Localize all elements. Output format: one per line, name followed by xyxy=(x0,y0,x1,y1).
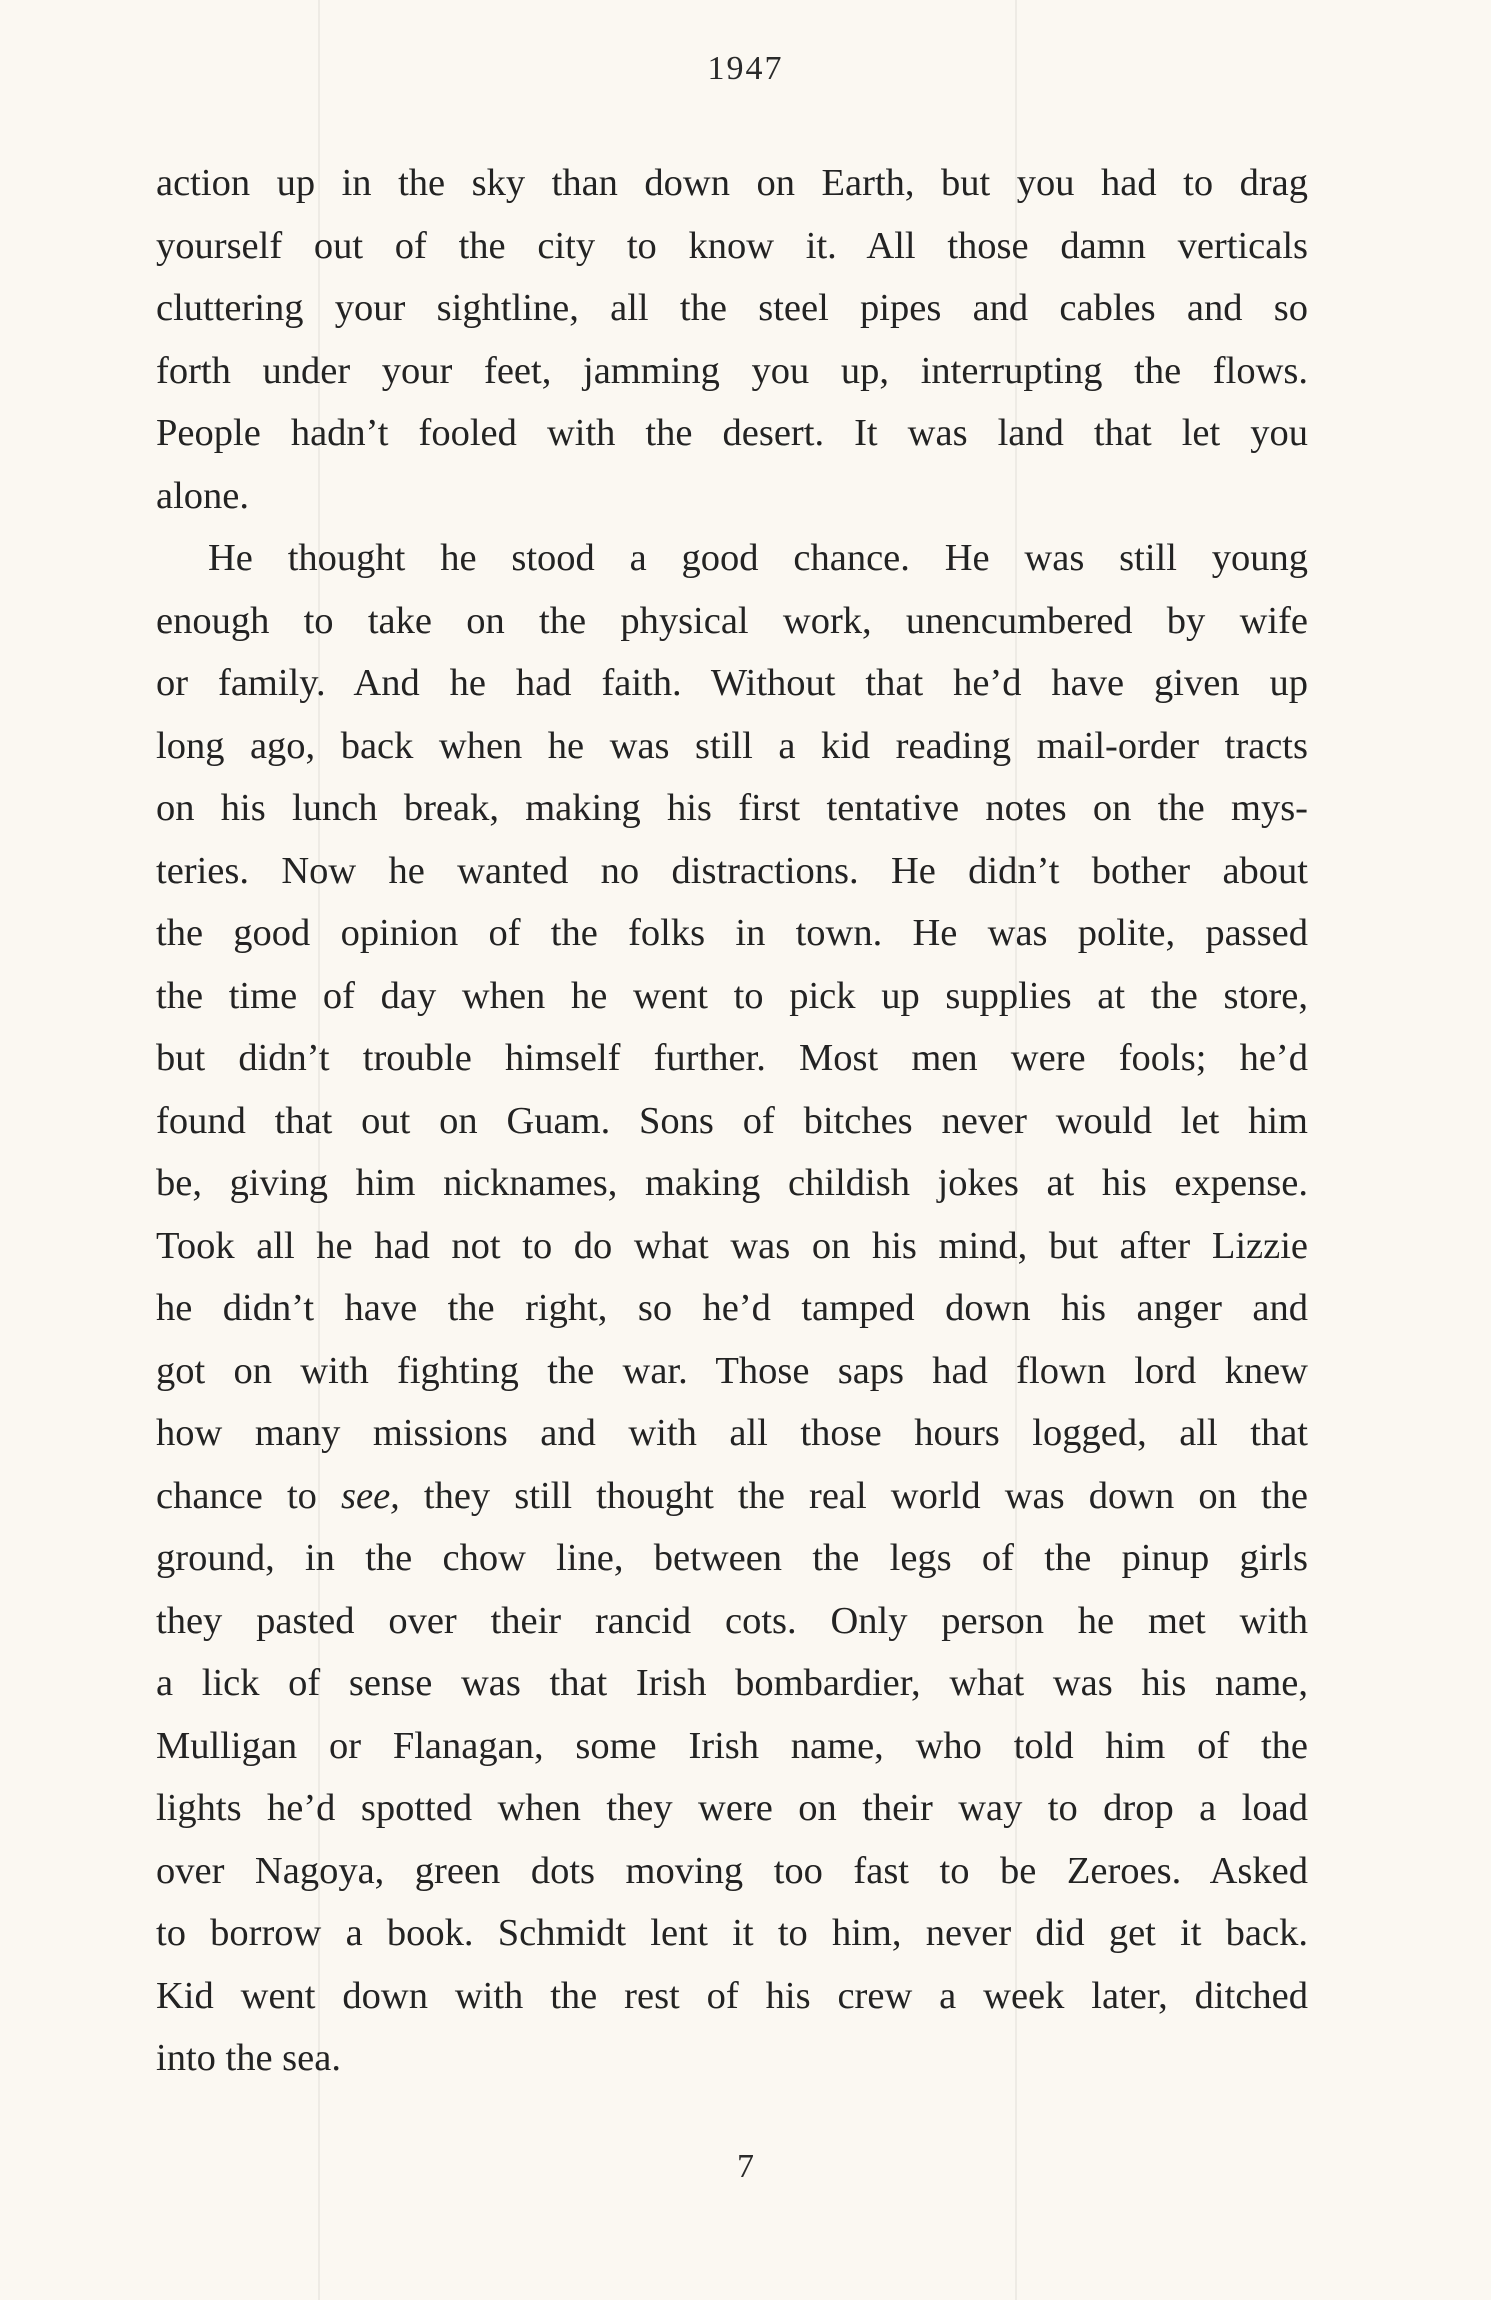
text-line: be, giving him nicknames, making childish jokes at his expense. xyxy=(156,1162,1308,1204)
text-line: to borrow a book. Schmidt lent it to him, never did get it back. xyxy=(156,1912,1308,1954)
text-line: on his lunch break, making his first tentative notes on the mys- xyxy=(156,787,1308,829)
text-line: Took all he had not to do what was on his mind, but after Lizzie xyxy=(156,1224,1308,1267)
page-number: 7 xyxy=(737,2148,754,2185)
text-line: enough to take on the physical work, unencumbered by wife xyxy=(156,599,1308,642)
text-line: action up in the sky than down on Earth, but you had to drag xyxy=(156,162,1308,204)
text-line: ground, in the chow line, between the legs of the pinup girls xyxy=(156,1537,1308,1579)
text-line: long ago, back when he was still a kid reading mail-order tracts xyxy=(156,724,1308,767)
emphasis: see, xyxy=(341,1474,400,1517)
text-line: People hadn’t fooled with the desert. It was land that let you xyxy=(156,412,1308,454)
body-text xyxy=(156,152,1308,2090)
text-line: they pasted over their rancid cots. Only person he met with xyxy=(156,1599,1308,1642)
text-line: yourself out of the city to know it. All those damn verticals xyxy=(156,224,1308,267)
paragraph xyxy=(156,527,1308,2090)
text-line: but didn’t trouble himself further. Most men were fools; he’d xyxy=(156,1037,1308,1079)
text-line: chance to see, they still thought the real world was down on the xyxy=(156,1474,1308,1517)
text-line: alone. xyxy=(156,474,249,517)
text-line: cluttering your sightline, all the steel pipes and cables and so xyxy=(156,287,1308,329)
text-line: he didn’t have the right, so he’d tamped down his anger and xyxy=(156,1287,1308,1329)
text-line: the time of day when he went to pick up supplies at the store, xyxy=(156,974,1308,1017)
text-line: the good opinion of the folks in town. He was polite, passed xyxy=(156,912,1308,954)
text-line: He thought he stood a good chance. He was still young xyxy=(208,537,1308,579)
text-line: got on with fighting the war. Those saps had flown lord knew xyxy=(156,1349,1308,1392)
text-line: lights he’d spotted when they were on their way to drop a load xyxy=(156,1787,1308,1829)
text-line: forth under your feet, jamming you up, interrupting the flows. xyxy=(156,349,1308,392)
text-line: over Nagoya, green dots moving too fast to be Zeroes. Asked xyxy=(156,1849,1308,1892)
running-head: 1947 xyxy=(707,50,784,87)
text-line: Kid went down with the rest of his crew a week later, ditched xyxy=(156,1974,1308,2017)
text-line: Mulligan or Flanagan, some Irish name, who told him of the xyxy=(156,1724,1308,1767)
text-line: found that out on Guam. Sons of bitches never would let him xyxy=(156,1099,1308,1142)
text-line: into the sea. xyxy=(156,2037,341,2079)
text-line: how many missions and with all those hours logged, all that xyxy=(156,1412,1308,1454)
paragraph xyxy=(156,152,1308,527)
text-line: or family. And he had faith. Without that he’d have given up xyxy=(156,662,1308,704)
text-line: teries. Now he wanted no distractions. He didn’t bother about xyxy=(156,849,1308,892)
text-line: a lick of sense was that Irish bombardier, what was his name, xyxy=(156,1662,1308,1704)
